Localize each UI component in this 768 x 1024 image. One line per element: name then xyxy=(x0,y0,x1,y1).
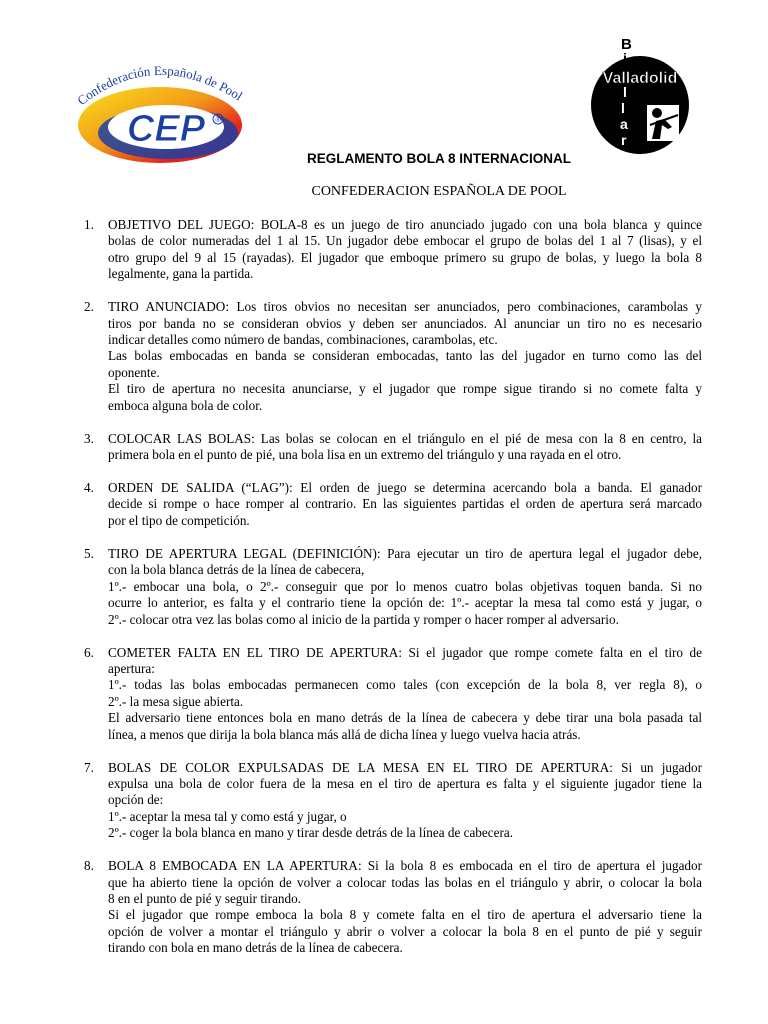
billar-logo-letter: i xyxy=(623,50,627,66)
rule-number: 5. xyxy=(84,545,94,561)
rule-text-line: primera bola en el punto de pié, una bola lisa en un extremo del triángulo y una rayada en el otro. xyxy=(108,447,622,463)
rule-item xyxy=(84,645,702,743)
rule-text-line: línea, a menos que dirija la bola blanca más allá de dicha línea y luego vuelva hacia atrás. xyxy=(108,726,581,742)
rule-item xyxy=(84,299,702,414)
rule-text-line: ORDEN DE SALIDA (“LAG”): El orden de juego se determina acercando bola a banda. El ganador xyxy=(108,480,702,496)
rule-text-line: con la bola blanca detrás de la línea de cabecera, xyxy=(108,562,365,578)
rule-number: 4. xyxy=(84,480,94,496)
rule-item xyxy=(84,858,702,956)
rule-item xyxy=(84,480,702,529)
rule-text-line: BOLAS DE COLOR EXPULSADAS DE LA MESA EN EL TIRO DE APERTURA: Si un jugador xyxy=(108,759,702,775)
rule-text-line: OBJETIVO DEL JUEGO: BOLA-8 es un juego de tiro anunciado jugado con una bola blanca y quince xyxy=(108,217,702,232)
rule-text-line: bolas de color numeradas del 1 al 15. Un jugador debe embocar el grupo de bolas del 1 al 7 (lisas), y el xyxy=(108,233,702,249)
rule-text-line: opción de volver a montar el triángulo y abrir o volver a colocar la bola 8 en el punto de pié y seguir xyxy=(108,923,702,939)
rule-item xyxy=(84,217,702,283)
rule-text-line: COMETER FALTA EN EL TIRO DE APERTURA: Si el jugador que rompe comete falta en el tiro de xyxy=(108,644,702,660)
rule-number: 8. xyxy=(84,858,94,874)
svg-text:l: l xyxy=(623,84,627,100)
svg-text:l: l xyxy=(621,100,625,116)
rule-text-line: otro grupo del 9 al 15 (rayadas). El jugador que emboque primero su grupo de bolas, y luego la bola 8 xyxy=(108,249,702,265)
rule-text-line: tiros por banda no se consideran obvios y deben ser anunciados. Al anunciar un tiro no es necesario xyxy=(108,315,702,331)
rules-list xyxy=(84,217,702,973)
rule-text-line: legalmente, gana la partida. xyxy=(108,266,254,282)
rule-number: 6. xyxy=(84,644,94,660)
rule-text-line: 1º.- embocar una bola, o 2º.- conseguir que por lo menos cuatro bolas objetivas toquen banda. Si no xyxy=(108,578,702,594)
rule-text-line: 1º.- aceptar la mesa tal y como está y jugar, o xyxy=(108,808,347,824)
rule-text-line: 2º.- colocar otra vez las bolas como al inicio de la partida y romper o hacer romper al adversario. xyxy=(108,611,619,627)
billar-valladolid-logo xyxy=(590,35,690,165)
rule-text-line: emboca alguna bola de color. xyxy=(108,397,263,413)
rule-text-line: COLOCAR LAS BOLAS: Las bolas se colocan en el triángulo en el pié de mesa con la 8 en centro, la xyxy=(108,430,702,446)
rule-item xyxy=(84,760,702,842)
rule-text-line: tirando con bola en mano detrás de la línea de cabecera. xyxy=(108,940,403,956)
rule-item xyxy=(84,546,702,628)
rule-text-line: Las bolas embocadas en banda se consideran embocadas, tanto las del jugador en turno como las del xyxy=(108,348,702,364)
rule-text-line: Si el jugador que rompe emboca la bola 8 y comete falta en el tiro de apertura el adversario tiene la xyxy=(108,907,702,923)
rule-text-line: opción de: xyxy=(108,792,164,808)
document-subtitle: CONFEDERACION ESPAÑOLA DE POOL xyxy=(311,184,567,199)
rule-text-line: decide si rompe o hace romper al contrario. En las siguientes partidas el orden de apertura será marcado xyxy=(108,496,702,512)
cep-logo-registered: ® xyxy=(215,117,221,124)
cep-logo-arc-text: Confederación Española de Pool xyxy=(74,62,246,108)
billar-logo-horizontal-text: Valladolid xyxy=(602,70,678,87)
document-title: REGLAMENTO BOLA 8 INTERNACIONAL xyxy=(306,151,571,166)
rule-number: 1. xyxy=(84,217,94,232)
billar-logo-vertical-text: B xyxy=(621,36,632,53)
svg-text:a: a xyxy=(620,116,628,132)
rule-text-line: BOLA 8 EMBOCADA EN LA APERTURA: Si la bola 8 es embocada en el tiro de apertura el jugador xyxy=(108,858,702,874)
rule-text-line: 2º.- coger la bola blanca en mano y tirar desde detrás de la línea de cabecera. xyxy=(108,825,514,841)
rule-text-line: El adversario tiene entonces bola en mano detrás de la línea de cabecera y debe tirar una bola pasada tal xyxy=(108,710,702,726)
rule-text-line: 2º.- la mesa sigue abierta. xyxy=(108,693,244,709)
rule-number: 3. xyxy=(84,430,94,446)
rule-text-line: 1º.- todas las bolas embocadas permanecen como tales (con excepción de la bola 8, ver regla 8), o xyxy=(108,677,702,693)
rule-number: 7. xyxy=(84,759,94,775)
rule-number: 2. xyxy=(84,299,94,315)
rule-text-line: TIRO ANUNCIADO: Los tiros obvios no necesitan ser anunciados, pero combinaciones, carambolas y xyxy=(108,299,702,315)
rule-text-line: expulsa una bola de color fuera de la mesa en el tiro de apertura es falta y el siguiente jugador tiene la xyxy=(108,775,702,791)
rule-text-line: 8 en el punto de pié y seguir tirando. xyxy=(108,890,302,906)
rule-text-line: TIRO DE APERTURA LEGAL (DEFINICIÓN): Para ejecutar un tiro de apertura legal el jugador debe, xyxy=(108,545,702,561)
rule-text-line: El tiro de apertura no necesita anunciarse, y el jugador que rompe sigue tirando si no comete falta y xyxy=(108,381,702,397)
rule-text-line: apertura: xyxy=(108,660,155,676)
rule-text-line: que ha abierto tiene la opción de volver a colocar todas las bolas en el triángulo y abrir, o colocar la bola xyxy=(108,874,702,890)
rule-text-line: indicar detalles como número de bandas, combinaciones, carambolas, etc. xyxy=(108,332,498,348)
rule-text-line: ocurre lo anterior, es falta y el contrario tiene la opción de: 1º.- aceptar la mesa tal como está y jugar, o xyxy=(108,595,702,611)
cep-logo-abbr: CEP xyxy=(126,108,206,150)
svg-text:r: r xyxy=(621,132,627,148)
rule-text-line: por el tipo de competición. xyxy=(108,512,250,528)
rule-text-line: oponente. xyxy=(108,364,160,380)
rule-item xyxy=(84,431,702,464)
